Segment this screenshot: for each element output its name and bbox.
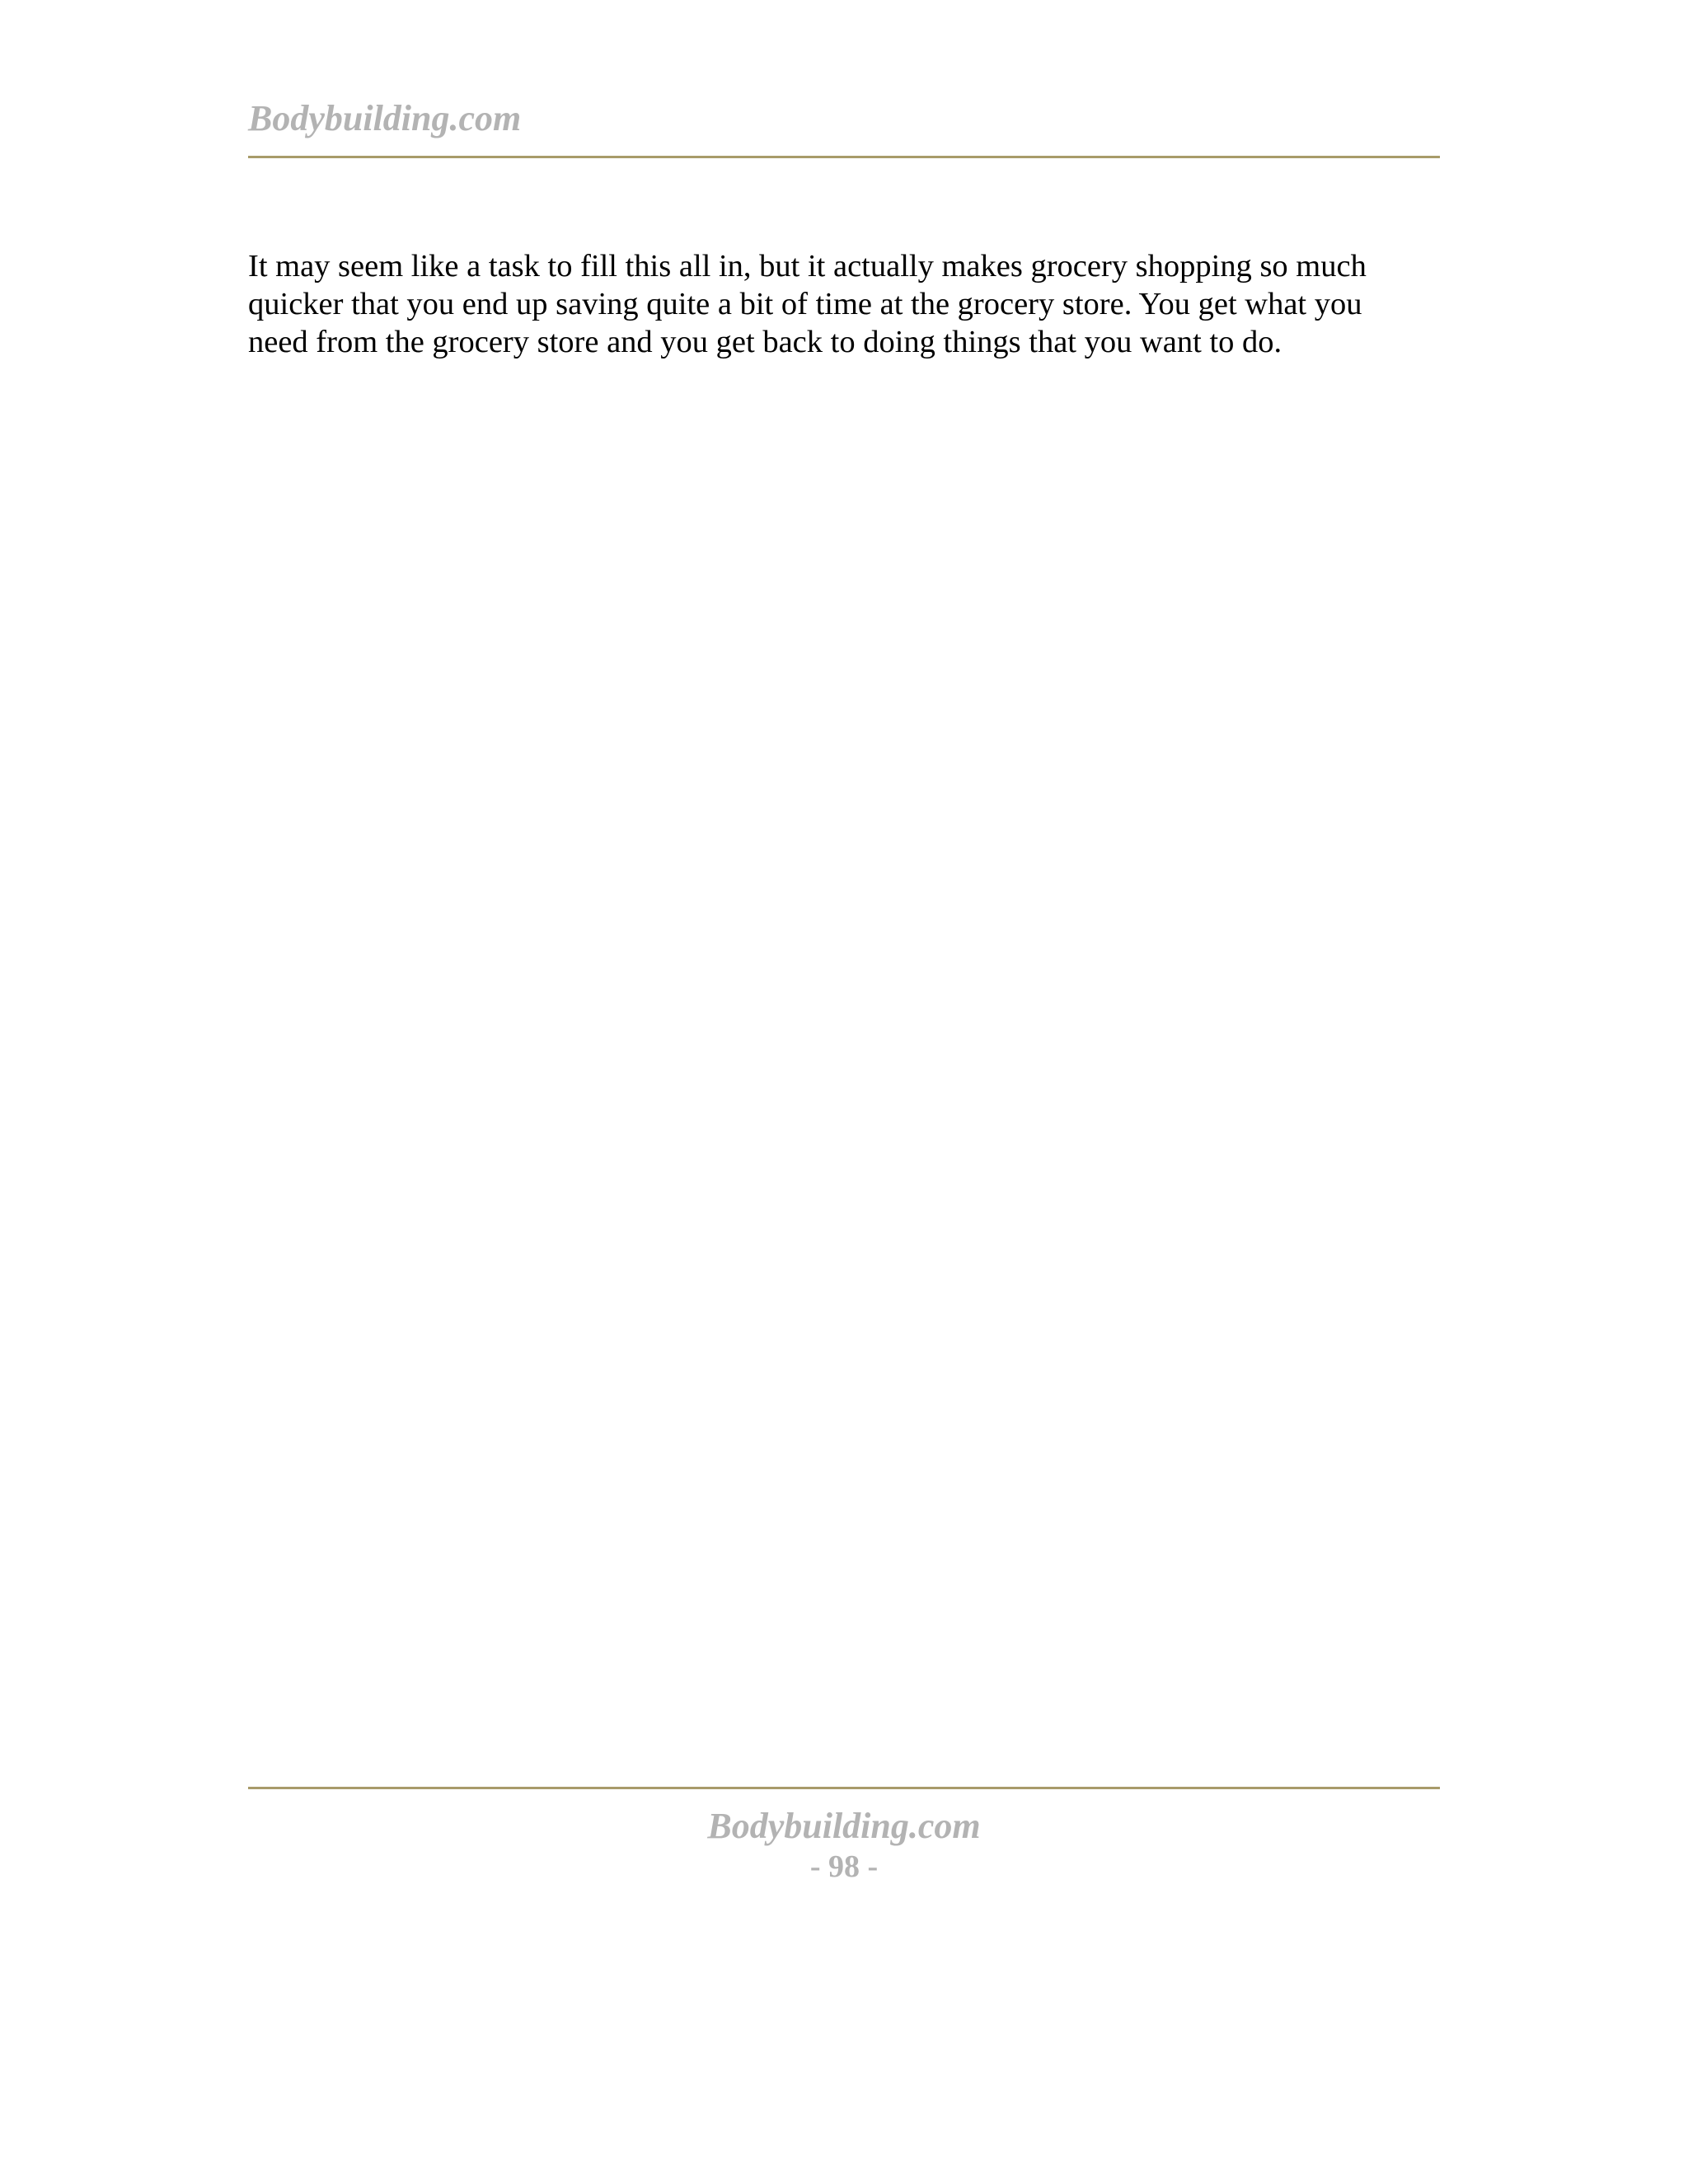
footer-divider	[248, 1787, 1440, 1789]
page-number: - 98 -	[809, 1849, 879, 1884]
paragraph-line: It may seem like a task to fill this all in, but it actually makes grocery shopping so much	[248, 249, 1367, 284]
body-paragraph	[248, 247, 1440, 361]
paragraph-line: quicker that you end up saving quite a bit of time at the grocery store. You get what you	[248, 287, 1362, 321]
footer-title: Bodybuilding.com	[707, 1806, 981, 1846]
header-title: Bodybuilding.com	[248, 98, 522, 138]
header-divider	[248, 156, 1440, 158]
paragraph-line: need from the grocery store and you get back to doing things that you want to do.	[248, 325, 1282, 359]
